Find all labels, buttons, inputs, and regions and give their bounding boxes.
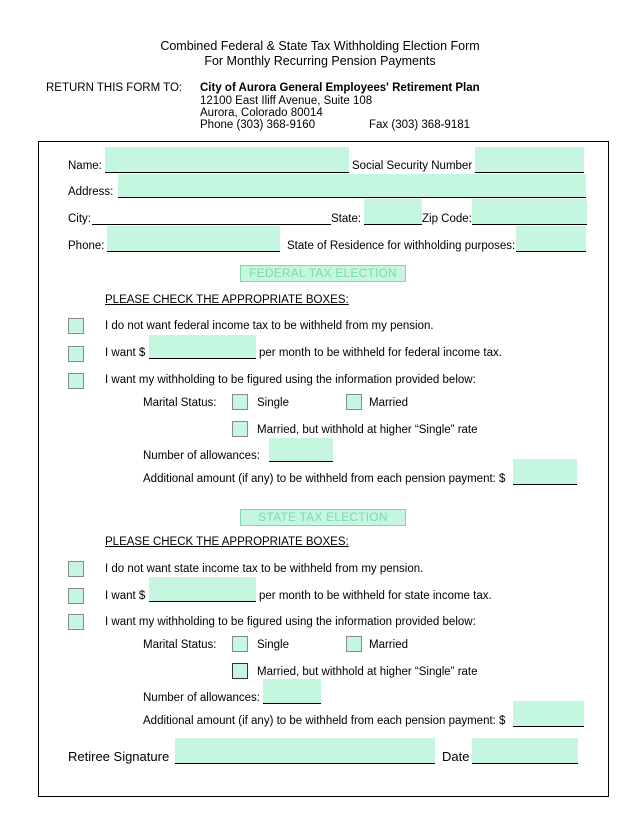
federal-no-withhold-label: I do not want federal income tax to be withheld from my pension.	[105, 320, 434, 332]
state-married-checkbox[interactable]	[346, 636, 362, 652]
state-amount-field[interactable]	[149, 577, 256, 602]
state-no-withhold-checkbox[interactable]	[68, 561, 84, 577]
federal-banner: FEDERAL TAX ELECTION	[240, 265, 406, 282]
state-single-label: Single	[257, 639, 289, 651]
ssn-label: Social Security Number	[352, 160, 473, 172]
return-org: City of Aurora General Employees' Retirement Plan	[200, 82, 480, 94]
federal-want-amount-checkbox[interactable]	[68, 346, 84, 362]
return-phone: Phone (303) 368-9160	[200, 119, 316, 131]
federal-figured-label: I want my withholding to be figured using the information provided below:	[105, 374, 476, 386]
state-figured-label: I want my withholding to be figured using the information provided below:	[105, 616, 476, 628]
federal-amount-field[interactable]	[149, 335, 256, 359]
federal-married-higher-label: Married, but withhold at higher “Single” rate	[257, 424, 478, 436]
form-title: Combined Federal & State Tax Withholding Election Form	[160, 39, 480, 53]
state-instruction: PLEASE CHECK THE APPROPRIATE BOXES:	[105, 536, 349, 548]
federal-want-prefix: I want $	[105, 347, 146, 359]
state-allowances-label: Number of allowances:	[143, 692, 260, 704]
zip-label: Zip Code:	[422, 213, 472, 225]
state-want-amount-checkbox[interactable]	[68, 588, 84, 604]
federal-figured-checkbox[interactable]	[68, 373, 84, 389]
date-label: Date	[442, 749, 470, 764]
federal-single-checkbox[interactable]	[232, 394, 248, 410]
state-additional-label: Additional amount (if any) to be withheld from each pension payment: $	[143, 715, 506, 727]
return-address2: Aurora, Colorado 80014	[200, 107, 323, 119]
state-marital-label: Marital Status:	[143, 639, 217, 651]
state-label: State:	[331, 213, 362, 225]
form-subtitle: For Monthly Recurring Pension Payments	[204, 54, 436, 68]
zip-field[interactable]	[472, 199, 587, 225]
federal-marital-label: Marital Status:	[143, 397, 217, 409]
federal-additional-label: Additional amount (if any) to be withheld from each pension payment: $	[143, 473, 506, 485]
address-label: Address:	[68, 186, 114, 198]
state-field[interactable]	[364, 199, 422, 225]
return-address1: 12100 East Iliff Avenue, Suite 108	[200, 95, 373, 107]
name-label: Name:	[68, 160, 102, 172]
federal-married-higher-checkbox[interactable]	[232, 421, 248, 437]
signature-label: Retiree Signature	[68, 749, 170, 764]
residence-label: State of Residence for withholding purposes:	[287, 240, 516, 252]
address-field[interactable]	[118, 174, 586, 198]
city-field[interactable]	[92, 199, 331, 225]
state-banner: STATE TAX ELECTION	[240, 509, 406, 526]
state-allowances-field[interactable]	[263, 679, 321, 704]
federal-instruction: PLEASE CHECK THE APPROPRIATE BOXES:	[105, 294, 349, 306]
name-field[interactable]	[105, 147, 349, 173]
state-figured-checkbox[interactable]	[68, 614, 84, 630]
federal-married-checkbox[interactable]	[346, 394, 362, 410]
federal-want-suffix: per month to be withheld for federal income tax.	[259, 347, 502, 359]
federal-allowances-field[interactable]	[269, 438, 333, 462]
state-additional-field[interactable]	[513, 701, 584, 727]
state-no-withhold-label: I do not want state income tax to be withheld from my pension.	[105, 563, 424, 575]
phone-field[interactable]	[107, 226, 280, 252]
return-to-label: RETURN THIS FORM TO:	[46, 82, 183, 94]
phone-label: Phone:	[68, 240, 105, 252]
return-fax: Fax (303) 368-9181	[369, 119, 471, 131]
ssn-field[interactable]	[475, 147, 584, 173]
state-married-label: Married	[369, 639, 408, 651]
signature-field[interactable]	[175, 738, 435, 764]
residence-field[interactable]	[516, 226, 586, 252]
state-want-prefix: I want $	[105, 590, 146, 602]
federal-single-label: Single	[257, 397, 289, 409]
state-want-suffix: per month to be withheld for state income tax.	[259, 590, 492, 602]
federal-allowances-label: Number of allowances:	[143, 450, 260, 462]
state-married-higher-label: Married, but withhold at higher “Single” rate	[257, 666, 478, 678]
state-married-higher-checkbox[interactable]	[232, 663, 248, 679]
federal-no-withhold-checkbox[interactable]	[68, 318, 84, 334]
date-field[interactable]	[472, 738, 578, 764]
state-single-checkbox[interactable]	[232, 636, 248, 652]
federal-additional-field[interactable]	[513, 459, 577, 485]
federal-married-label: Married	[369, 397, 408, 409]
city-label: City:	[68, 213, 91, 225]
